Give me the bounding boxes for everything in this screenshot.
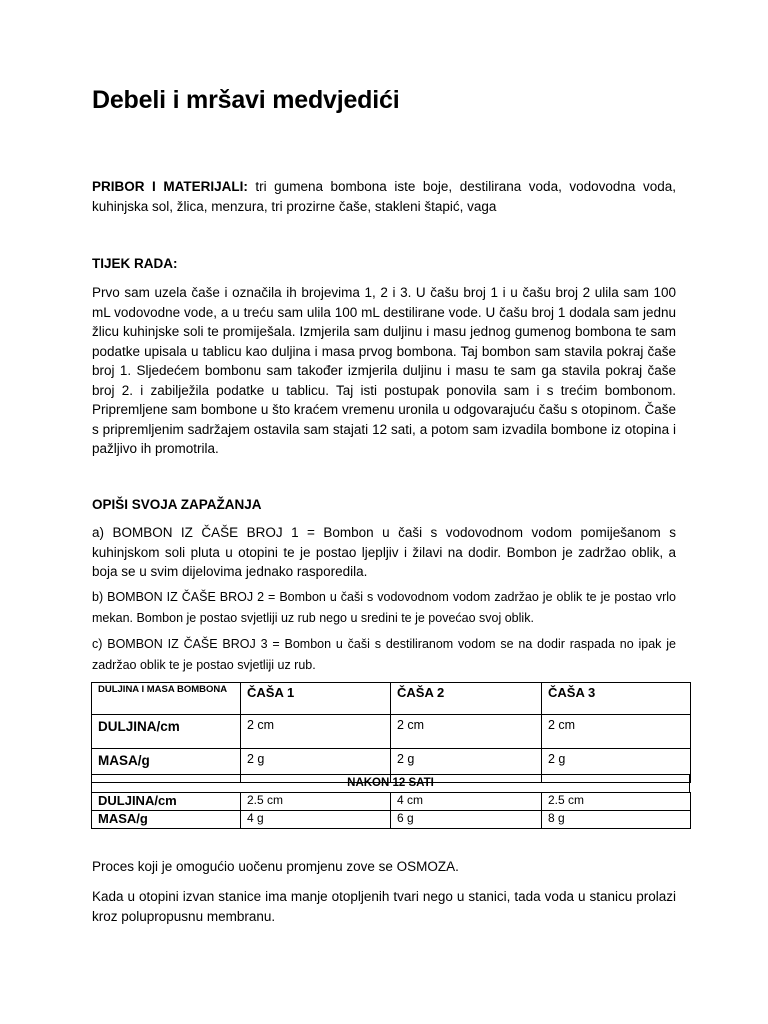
conclusion-paragraph-1: Proces koji je omogućio uočenu promjenu zove se OSMOZA. [92, 859, 459, 874]
row-label-masa: MASA/g [92, 811, 241, 829]
measurement-table-after [91, 792, 691, 829]
conclusion-1-block [92, 857, 676, 877]
table-cell: 4 cm [391, 793, 542, 811]
zapazanja-heading-block [92, 495, 676, 515]
tijek-section [92, 283, 676, 459]
table-cell: 2 g [391, 749, 542, 783]
table-cell: 2.5 cm [542, 793, 691, 811]
table-cell: 2.5 cm [241, 793, 391, 811]
page-title: Debeli i mršavi medvjedići [92, 86, 400, 114]
pribor-paragraph [92, 177, 676, 216]
col-header-casa-3: ČAŠA 3 [542, 683, 691, 715]
table-cell: 8 g [542, 811, 691, 829]
table-cell: 2 cm [542, 715, 691, 749]
table-cell: 2 cm [241, 715, 391, 749]
observation-a-block [92, 523, 676, 582]
table-row [92, 811, 691, 829]
pribor-text: tri gumena bombona iste boje, destilirana voda, vodovodna voda, kuhinjska sol, žlica, menzura, tri prozirne čaše, stakleni štapić, vaga [92, 179, 676, 214]
tijek-paragraph: Prvo sam uzela čaše i označila ih brojevima 1, 2 i 3. U čašu broj 1 i u čašu broj 2 ulila sam 100 mL vodovodne vode, a u treću sam ulila 100 mL destilirane vode. U čašu broj 1 dodala sam jednu žlicu kuhinjske soli te promiješala. Izmjerila sam duljinu i masu jednog gumenog bombona te sam podatke upisala u tablicu kao duljina i masa prvog bombona. Taj bombon sam stavila pokraj čaše broj 1. Sljedećem bombonu sam također izmjerila duljinu i masu te sam ga stavila pokraj čaše broj 2. i zabilježila podatke u tablicu. Taj isti postupak ponovila sam i s trećim bombonom. Pripremljene sam bombone u što kraćem vremenu uronila u odgovarajuću čašu s otopinom. Čaše s pripremljenim sadržajem ostavila sam stajati 12 sati, a potom sam izvadila bombone iz otopina i pažljivo ih promotrila. [92, 285, 676, 456]
tijek-heading: TIJEK RADA: [92, 256, 178, 271]
table-cell: 4 g [241, 811, 391, 829]
table-cell: 2 g [542, 749, 691, 783]
table-row [92, 793, 691, 811]
table-row [92, 715, 691, 749]
row-label-duljina: DULJINA/cm [92, 715, 241, 749]
conclusion-paragraph-2: Kada u otopini izvan stanice ima manje otopljenih tvari nego u stanici, tada voda u stanicu prolazi kroz polupropusnu membranu. [92, 889, 676, 924]
table-cell: 6 g [391, 811, 542, 829]
observation-a: a) BOMBON IZ ČAŠE BROJ 1 = Bombon u čaši s vodovodnom vodom pomiješanom s kuhinjskom soli pluta u otopini te je postao ljepljiv i žilavi na dodir. Bombon je zadržao oblik, a boja se u svim dijelovima jednako rasporedila. [92, 525, 676, 579]
col-header-casa-2: ČAŠA 2 [391, 683, 542, 715]
row-label-duljina: DULJINA/cm [92, 793, 241, 811]
conclusion-2-block [92, 887, 676, 926]
pribor-label: PRIBOR I MATERIJALI: [92, 179, 248, 194]
col-header-casa-1: ČAŠA 1 [241, 683, 391, 715]
measurement-table-before [91, 682, 691, 783]
observation-c: c) BOMBON IZ ČAŠE BROJ 3 = Bombon u čaši s destiliranom vodom se na dodir raspada no ipak je zadržao oblik te je postao svjetliji uz rub. [92, 637, 676, 672]
observation-b: b) BOMBON IZ ČAŠE BROJ 2 = Bombon u čaši s vodovodnom vodom zadržao je oblik te je postao vrlo mekan. Bombon je postao svjetliji uz rub nego u sredini te je povećao svoj oblik. [92, 590, 676, 625]
table-cell: 2 cm [391, 715, 542, 749]
row-label-masa: MASA/g [92, 749, 241, 783]
table-cell: 2 g [241, 749, 391, 783]
pribor-section [92, 177, 676, 216]
table-corner-label: DULJINA I MASA BOMBONA [92, 683, 241, 715]
tijek-heading-block [92, 254, 676, 274]
observation-b-block [92, 587, 676, 629]
zapazanja-heading: OPIŠI SVOJA ZAPAŽANJA [92, 497, 262, 512]
observation-c-block [92, 634, 676, 676]
after-12h-divider: NAKON 12 SATI [91, 774, 690, 793]
table-header-row [92, 683, 691, 715]
